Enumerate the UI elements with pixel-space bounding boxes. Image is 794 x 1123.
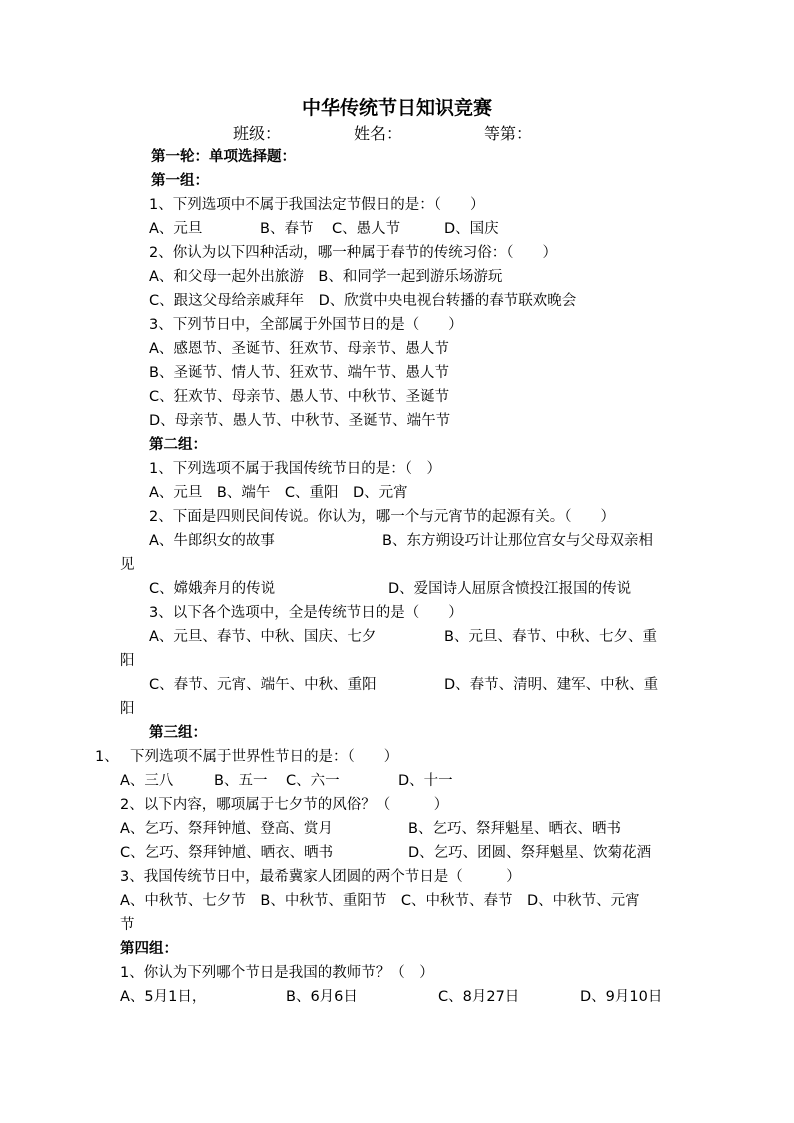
g1-q3-option-a: A、感恩节、圣诞节、狂欢节、母亲节、愚人节 — [149, 341, 449, 357]
g2-q2-option-a: A、牛郎织女的故事 — [149, 533, 275, 549]
g1-q1-option-a: A、元旦 — [149, 221, 203, 237]
g3-q2-option-d: D、乞巧、团圆、祭拜魁星、饮菊花酒 — [408, 845, 652, 861]
g4-q1-option-c: C、8月27日 — [438, 989, 520, 1005]
g1-q3-option-c: C、狂欢节、母亲节、愚人节、中秋节、圣诞节 — [149, 389, 450, 405]
g2-q1-options: A、元旦 B、端午 C、重阳 D、元宵 — [149, 485, 408, 501]
g3-q3-options: A、中秋节、七夕节 B、中秋节、重阳节 C、中秋节、春节 D、中秋节、元宵 — [120, 893, 640, 909]
g2-q2-text: 2、下面是四则民间传说。你认为，哪一个与元宵节的起源有关。（ ） — [149, 509, 615, 525]
name-label: 姓名： — [354, 124, 403, 143]
class-label: 班级： — [233, 124, 282, 143]
g2-q3-option-b-wrap: 阳 — [120, 653, 135, 669]
g2-q3-option-a: A、元旦、春节、中秋、国庆、七夕 — [149, 629, 377, 645]
g3-q1-option-c: C、六一 — [286, 773, 340, 789]
g4-q1-text: 1、你认为下列哪个节日是我国的教师节？（ ） — [120, 965, 434, 981]
g1-q3-text: 3、下列节日中，全部属于外国节日的是（ ） — [149, 317, 463, 333]
g3-q1-text: 下列选项不属于世界性节日的是：（ ） — [130, 749, 399, 765]
g1-q2-text: 2、你认为以下四种活动，哪一种属于春节的传统习俗：（ ） — [149, 245, 557, 261]
g2-q3-text: 3、以下各个选项中，全是传统节日的是（ ） — [149, 605, 463, 621]
g1-q1-text: 1、下列选项中不属于我国法定节假日的是：（ ） — [149, 197, 485, 213]
g2-q2-option-c: C、嫦娥奔月的传说 — [149, 581, 276, 597]
g2-q2-option-b-wrap: 见 — [120, 557, 135, 573]
g1-q3-option-d: D、母亲节、愚人节、中秋节、圣诞节、端午节 — [149, 413, 451, 429]
document-title: 中华传统节日知识竞赛 — [301, 97, 492, 119]
g3-q3-options-wrap: 节 — [120, 917, 135, 933]
g4-q1-option-d: D、9月10日 — [580, 989, 663, 1005]
round1-heading: 第一轮：单项选择题： — [151, 149, 296, 165]
g1-q1-option-d: D、国庆 — [444, 221, 499, 237]
group3-heading: 第三组： — [149, 725, 207, 741]
g4-q1-option-b: B、6月6日 — [286, 989, 358, 1005]
g2-q3-option-b: B、元旦、春节、中秋、七夕、重 — [444, 629, 657, 645]
g4-q1-option-a: A、5月1日， — [120, 989, 207, 1005]
g2-q2-option-d: D、爱国诗人屈原含愤投江报国的传说 — [388, 581, 632, 597]
g3-q1-number: 1、 — [95, 749, 119, 765]
rank-label: 等第： — [484, 124, 533, 143]
g1-q3-option-b: B、圣诞节、情人节、狂欢节、端午节、愚人节 — [149, 365, 449, 381]
g3-q1-option-d: D、十一 — [398, 773, 453, 789]
g1-q2-options-ab: A、和父母一起外出旅游 B、和同学一起到游乐场游玩 — [149, 269, 503, 285]
group4-heading: 第四组： — [120, 941, 178, 957]
g2-q2-option-b: B、东方朔设巧计让那位宫女与父母双亲相 — [382, 533, 653, 549]
g1-q1-option-c: C、愚人节 — [332, 221, 401, 237]
group1-heading: 第一组： — [151, 173, 209, 189]
g3-q1-option-b: B、五一 — [214, 773, 268, 789]
g3-q3-text: 3、我国传统节日中，最希冀家人团圆的两个节日是（ ） — [120, 869, 521, 885]
g2-q1-text: 1、下列选项不属于我国传统节日的是：（ ） — [149, 461, 441, 477]
g2-q3-option-d: D、春节、清明、建军、中秋、重 — [444, 677, 659, 693]
g3-q2-option-c: C、乞巧、祭拜钟馗、晒衣、晒书 — [120, 845, 334, 861]
g3-q1-option-a: A、三八 — [120, 773, 174, 789]
g2-q3-option-c: C、春节、元宵、端午、中秋、重阳 — [149, 677, 377, 693]
g1-q1-option-b: B、春节 — [260, 221, 314, 237]
g3-q2-option-b: B、乞巧、祭拜魁星、晒衣、晒书 — [408, 821, 621, 837]
g1-q2-options-cd: C、跟这父母给亲戚拜年 D、欣赏中央电视台转播的春节联欢晚会 — [149, 293, 577, 309]
group2-heading: 第二组： — [149, 437, 207, 453]
g3-q2-option-a: A、乞巧、祭拜钟馗、登高、赏月 — [120, 821, 333, 837]
g3-q2-text: 2、以下内容，哪项属于七夕节的风俗？（ ） — [120, 797, 449, 813]
g2-q3-option-d-wrap: 阳 — [120, 701, 135, 717]
